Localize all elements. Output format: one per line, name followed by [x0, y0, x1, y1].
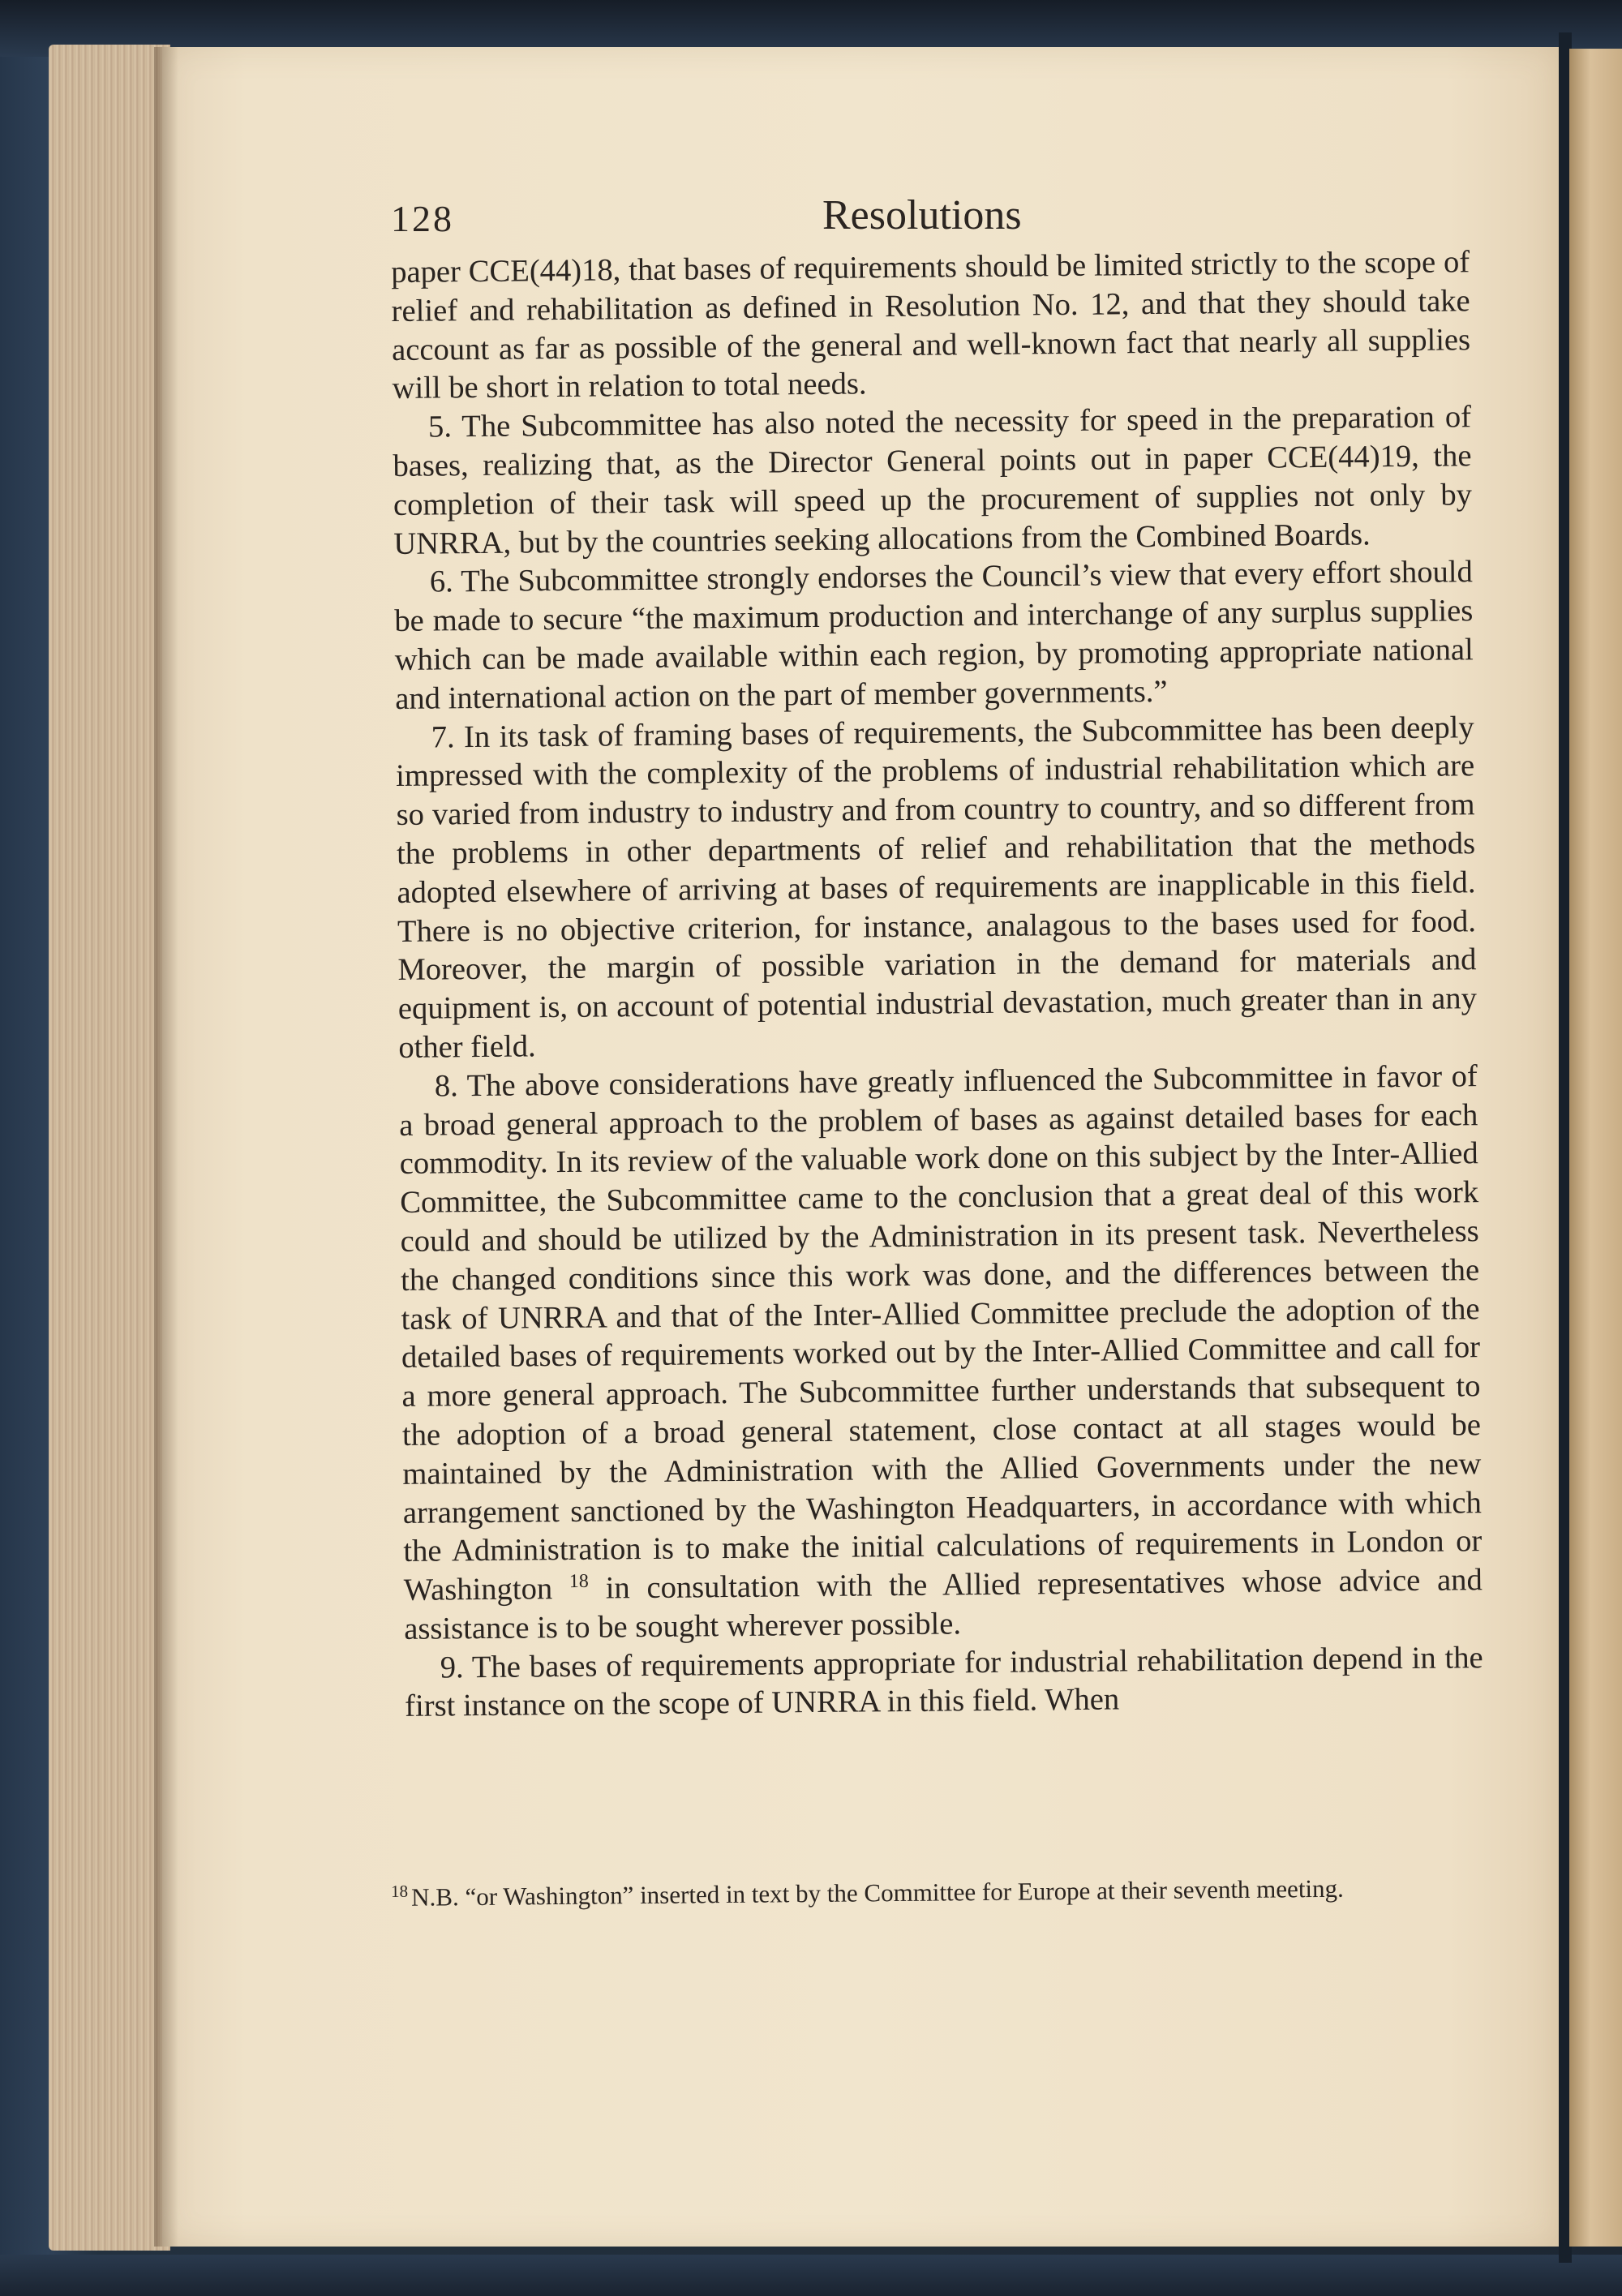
page-number: 128 [391, 198, 454, 239]
facing-page-sliver [1569, 49, 1622, 2247]
footnote-text: N.B. “or Washington” inserted in text by the Committee for Europe at their seventh meeting. [411, 1873, 1344, 1912]
paragraph-9: 9. The bases of requirements appropriate for industrial rehabilitation depend in the first instance on the scope of UNRRA in this field. When [404, 1640, 1483, 1724]
footnote-reference: 18 [569, 1570, 589, 1593]
running-title: Resolutions [822, 192, 1022, 238]
paragraph-8-text-cont: in consultation with the Allied representatives whose advice and assistance is to be sought wherever possible. [404, 1563, 1483, 1646]
footnote-mark: 18 [390, 1881, 409, 1901]
footnote [391, 1871, 1470, 1914]
paragraph-7: 7. In its task of framing bases of requirements, the Subcommittee has been deeply impressed with the complexity of the problems of industrial rehabilitation which are so varied from industry to industry and from country to country, and so different from the problems in other departments of relief and rehabilitation that the methods adopted elsewhere of arriving at bases of requirements are inapplicable in this field. There is no objective criterion, for instance, analagous to the bases used for food. Moreover, the margin of possible variation in the demand for materials and equipment is, on account of potential industrial devastation, much greater than in any other field. [395, 710, 1478, 1065]
paragraph-5: 5. The Subcommittee has also noted the necessity for speed in the preparation of bases, realizing that, as the Director General points out in paper CCE(44)19, the completion of their task will speed up the procurement of supplies not only by UNRRA, but by the countries seeking allocations from the Combined Boards. [393, 400, 1473, 561]
body-text [391, 243, 1483, 1727]
paragraph-6: 6. The Subcommittee strongly endorses the Council’s view that every effort should be made to secure “the maximum production and interchange of any surplus supplies which can be made available within each region, by promoting appropriate national and international action on the part of member governments.” [394, 555, 1474, 716]
cover-bottom-edge [0, 2255, 1622, 2296]
paragraph-continued: paper CCE(44)18, that bases of requirements should be limited strictly to the scope of relief and rehabilitation as defined in Resolution No. 12, and that they should take account as far as possible of the general and well-known fact that nearly all supplies will be short in relation to total needs. [391, 245, 1471, 406]
page-edges-stack [49, 45, 170, 2251]
book-page [162, 47, 1559, 2247]
page-shadow [154, 47, 178, 2247]
paragraph-8 [399, 1058, 1483, 1650]
paragraph-8-text: 8. The above considerations have greatly influenced the Subcommittee in favor of a broad general approach to the problem of bases as against detailed bases for each commodity. In its review of the valuable work done on this subject by the Inter-Allied Committee, the Subcommittee came to the conclusion that a great deal of this work could and should be utilized by the Administration in its present task. Nevertheless the changed conditions since this work was done, and the differences between the task of UNRRA and that of the Inter-Allied Committee preclude the adoption of the detailed bases of requirements worked out by the Inter-Allied Committee and call for a more general approach. The Subcommittee further understands that subsequent to the adoption of a broad general statement, close contact at all stages would be maintained by the Administration with the Allied Governments under the new arrangement sanctioned by the Washington Headquarters, in accordance with which the Administration is to make the initial calculations of requirements in London or Washington [399, 1058, 1483, 1608]
